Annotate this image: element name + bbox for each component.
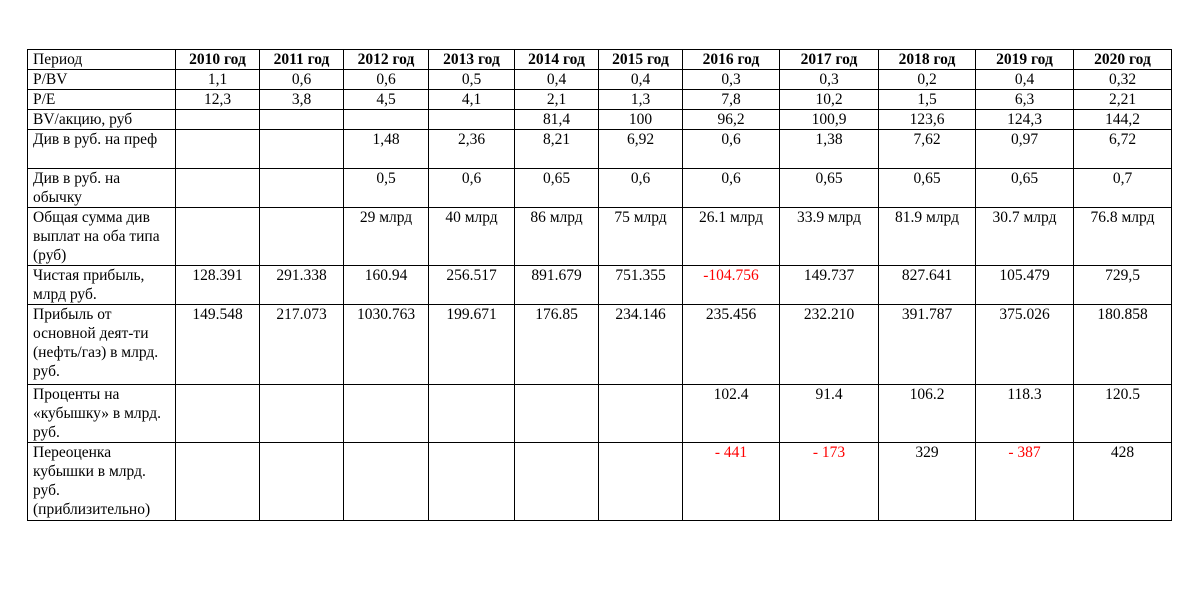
row-label: Чистая прибыль, млрд руб. — [28, 266, 176, 305]
table-cell: 0,3 — [780, 70, 879, 90]
table-cell: 1,3 — [599, 90, 683, 110]
table-row — [28, 385, 1172, 443]
row-label: Проценты на «кубышку» в млрд. руб. — [28, 385, 176, 443]
table-cell: 10,2 — [780, 90, 879, 110]
table-cell: - 173 — [780, 443, 879, 521]
table-cell — [260, 169, 344, 208]
table-cell — [344, 385, 429, 443]
year-header: 2015 год — [599, 50, 683, 70]
row-label: Общая сумма див выплат на оба типа (руб) — [28, 208, 176, 266]
table-cell: 12,3 — [176, 90, 260, 110]
table-cell — [260, 385, 344, 443]
table-cell: 2,1 — [515, 90, 599, 110]
table-row — [28, 90, 1172, 110]
table-cell: 199.671 — [429, 305, 515, 385]
table-cell: 0,5 — [344, 169, 429, 208]
table-cell: 1,5 — [879, 90, 976, 110]
table-cell: 2,21 — [1074, 90, 1172, 110]
table-cell — [515, 443, 599, 521]
table-cell: 256.517 — [429, 266, 515, 305]
table-row — [28, 110, 1172, 130]
table-cell: 0,5 — [429, 70, 515, 90]
table-cell: 149.737 — [780, 266, 879, 305]
table-cell: 729,5 — [1074, 266, 1172, 305]
table-cell: 0,3 — [683, 70, 780, 90]
table-cell: 391.787 — [879, 305, 976, 385]
table-cell: 3,8 — [260, 90, 344, 110]
table-cell: 100 — [599, 110, 683, 130]
table-cell — [429, 385, 515, 443]
year-header: 2011 год — [260, 50, 344, 70]
table-cell: 751.355 — [599, 266, 683, 305]
table-cell: 81,4 — [515, 110, 599, 130]
table-cell: 106.2 — [879, 385, 976, 443]
table-cell: 0,4 — [976, 70, 1074, 90]
table-cell: 176.85 — [515, 305, 599, 385]
table-cell — [260, 110, 344, 130]
table-cell: 232.210 — [780, 305, 879, 385]
table-cell: 1,38 — [780, 130, 879, 169]
table-cell: 102.4 — [683, 385, 780, 443]
table-row — [28, 443, 1172, 521]
table-cell: 120.5 — [1074, 385, 1172, 443]
table-cell: -104.756 — [683, 266, 780, 305]
table-cell — [429, 110, 515, 130]
table-cell: 329 — [879, 443, 976, 521]
table-cell: 30.7 млрд — [976, 208, 1074, 266]
row-label: P/E — [28, 90, 176, 110]
table-cell — [260, 130, 344, 169]
table-cell: 2,36 — [429, 130, 515, 169]
table-cell: 891.679 — [515, 266, 599, 305]
table-cell — [429, 443, 515, 521]
table-cell: 8,21 — [515, 130, 599, 169]
table-cell — [260, 443, 344, 521]
table-row — [28, 130, 1172, 169]
table-cell: 0,6 — [599, 169, 683, 208]
table-cell: 7,8 — [683, 90, 780, 110]
year-header: 2014 год — [515, 50, 599, 70]
row-label: Див в руб. на преф — [28, 130, 176, 169]
table-cell — [599, 443, 683, 521]
table-cell: 0,6 — [260, 70, 344, 90]
table-cell: 0,65 — [879, 169, 976, 208]
table-cell — [344, 443, 429, 521]
table-cell: 0,7 — [1074, 169, 1172, 208]
table-cell — [344, 110, 429, 130]
financial-table — [27, 49, 1172, 521]
table-cell: 0,32 — [1074, 70, 1172, 90]
year-header: 2020 год — [1074, 50, 1172, 70]
year-header: 2013 год — [429, 50, 515, 70]
table-cell: 0,4 — [599, 70, 683, 90]
table-cell: 124,3 — [976, 110, 1074, 130]
table-row — [28, 70, 1172, 90]
year-header: 2016 год — [683, 50, 780, 70]
table-cell: 128.391 — [176, 266, 260, 305]
table-cell: 6,72 — [1074, 130, 1172, 169]
table-cell: 180.858 — [1074, 305, 1172, 385]
table-cell: 1,1 — [176, 70, 260, 90]
table-cell: 0,6 — [344, 70, 429, 90]
table-cell — [176, 208, 260, 266]
table-cell: 6,3 — [976, 90, 1074, 110]
table-cell: 149.548 — [176, 305, 260, 385]
table-cell: 0,65 — [976, 169, 1074, 208]
table-cell: 4,1 — [429, 90, 515, 110]
table-row — [28, 169, 1172, 208]
table-cell: 1030.763 — [344, 305, 429, 385]
table-cell — [176, 385, 260, 443]
table-row — [28, 266, 1172, 305]
table-cell: 291.338 — [260, 266, 344, 305]
table-cell: 0,6 — [683, 130, 780, 169]
table-cell: 428 — [1074, 443, 1172, 521]
period-header: Период — [28, 50, 176, 70]
table-cell — [515, 385, 599, 443]
table-cell — [176, 169, 260, 208]
table-cell: 86 млрд — [515, 208, 599, 266]
year-header: 2018 год — [879, 50, 976, 70]
table-cell: 118.3 — [976, 385, 1074, 443]
header-row — [28, 50, 1172, 70]
row-label: Переоценка кубышки в млрд. руб. (приблизительно) — [28, 443, 176, 521]
table-cell: 160.94 — [344, 266, 429, 305]
table-cell: 144,2 — [1074, 110, 1172, 130]
year-header: 2017 год — [780, 50, 879, 70]
table-cell: 96,2 — [683, 110, 780, 130]
row-label: BV/акцию, руб — [28, 110, 176, 130]
table-cell — [176, 130, 260, 169]
table-cell: 0,6 — [683, 169, 780, 208]
year-header: 2010 год — [176, 50, 260, 70]
table-cell — [176, 443, 260, 521]
table-cell: 40 млрд — [429, 208, 515, 266]
table-cell — [260, 208, 344, 266]
table-cell: 33.9 млрд — [780, 208, 879, 266]
table-cell: - 441 — [683, 443, 780, 521]
table-cell: 100,9 — [780, 110, 879, 130]
table-cell: - 387 — [976, 443, 1074, 521]
table-cell: 217.073 — [260, 305, 344, 385]
table-cell: 0,4 — [515, 70, 599, 90]
table-cell: 29 млрд — [344, 208, 429, 266]
table-cell: 0,2 — [879, 70, 976, 90]
table-row — [28, 305, 1172, 385]
table-cell: 0,6 — [429, 169, 515, 208]
table-cell: 105.479 — [976, 266, 1074, 305]
table-cell: 234.146 — [599, 305, 683, 385]
row-label: P/BV — [28, 70, 176, 90]
table-cell — [599, 385, 683, 443]
table-cell: 0,65 — [780, 169, 879, 208]
table-cell: 75 млрд — [599, 208, 683, 266]
table-cell: 0,65 — [515, 169, 599, 208]
table-cell: 235.456 — [683, 305, 780, 385]
table-cell: 91.4 — [780, 385, 879, 443]
table-row — [28, 208, 1172, 266]
table-cell: 7,62 — [879, 130, 976, 169]
table-cell: 4,5 — [344, 90, 429, 110]
table-cell: 123,6 — [879, 110, 976, 130]
table-cell: 1,48 — [344, 130, 429, 169]
table-cell — [176, 110, 260, 130]
year-header: 2019 год — [976, 50, 1074, 70]
table-cell: 375.026 — [976, 305, 1074, 385]
table-body — [28, 70, 1172, 521]
table-cell: 26.1 млрд — [683, 208, 780, 266]
year-header: 2012 год — [344, 50, 429, 70]
row-label: Прибыль от основной деят-ти (нефть/газ) в млрд. руб. — [28, 305, 176, 385]
table-cell: 6,92 — [599, 130, 683, 169]
table-cell: 0,97 — [976, 130, 1074, 169]
table-cell: 827.641 — [879, 266, 976, 305]
row-label: Див в руб. на обычку — [28, 169, 176, 208]
table-cell: 81.9 млрд — [879, 208, 976, 266]
table-cell: 76.8 млрд — [1074, 208, 1172, 266]
